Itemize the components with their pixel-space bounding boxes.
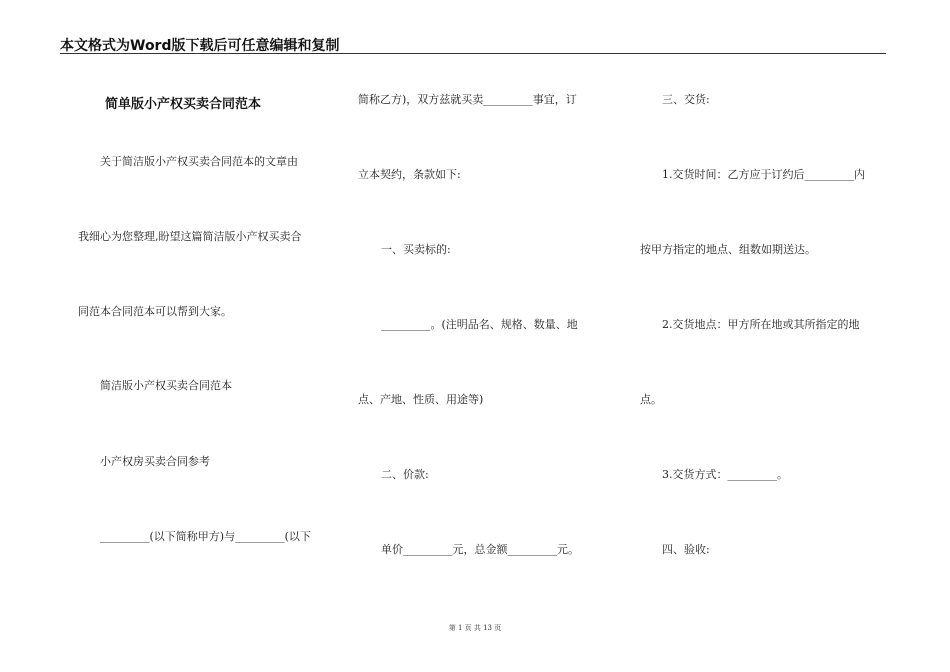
page-number: 第 1 页 共 13 页 <box>448 624 502 632</box>
body-line: 立本契约，条款如下: <box>358 168 461 181</box>
body-line: 2.交货地点：甲方所在地或其所指定的地 <box>662 318 860 331</box>
body-line: _________(以下简称甲方)与_________(以下 <box>100 530 311 543</box>
section-heading: 三、交货: <box>662 93 710 106</box>
body-line: 简称乙方)，双方兹就买卖_________事宜，订 <box>358 93 577 106</box>
body-line: _________。(注明品名、规格、数量、地 <box>381 318 578 331</box>
body-line: 点、产地、性质、用途等) <box>358 393 484 406</box>
body-line: 3.交货方式：_________。 <box>662 468 788 481</box>
section-heading: 四、验收: <box>662 543 710 556</box>
section-heading: 二、价款: <box>381 468 429 481</box>
body-line: 单价_________元，总金额_________元。 <box>381 543 579 556</box>
body-line: 我细心为您整理,盼望这篇简洁版小产权买卖合 <box>78 230 302 243</box>
header-divider <box>60 53 886 54</box>
body-line: 简洁版小产权买卖合同范本 <box>100 379 232 392</box>
document-header-title: 本文格式为Word版下载后可任意编辑和复制 <box>60 38 340 54</box>
section-heading: 一、买卖标的: <box>381 243 451 256</box>
body-line: 关于简洁版小产权买卖合同范本的文章由 <box>100 155 298 168</box>
body-line: 1.交货时间：乙方应于订约后_________内 <box>662 168 865 181</box>
body-line: 同范本合同范本可以帮到大家。 <box>78 305 232 318</box>
body-line: 按甲方指定的地点、组数如期送达。 <box>640 243 816 256</box>
body-line: 点。 <box>640 393 662 406</box>
body-line: 小产权房买卖合同参考 <box>100 455 210 468</box>
document-title: 简单版小产权买卖合同范本 <box>105 97 262 112</box>
